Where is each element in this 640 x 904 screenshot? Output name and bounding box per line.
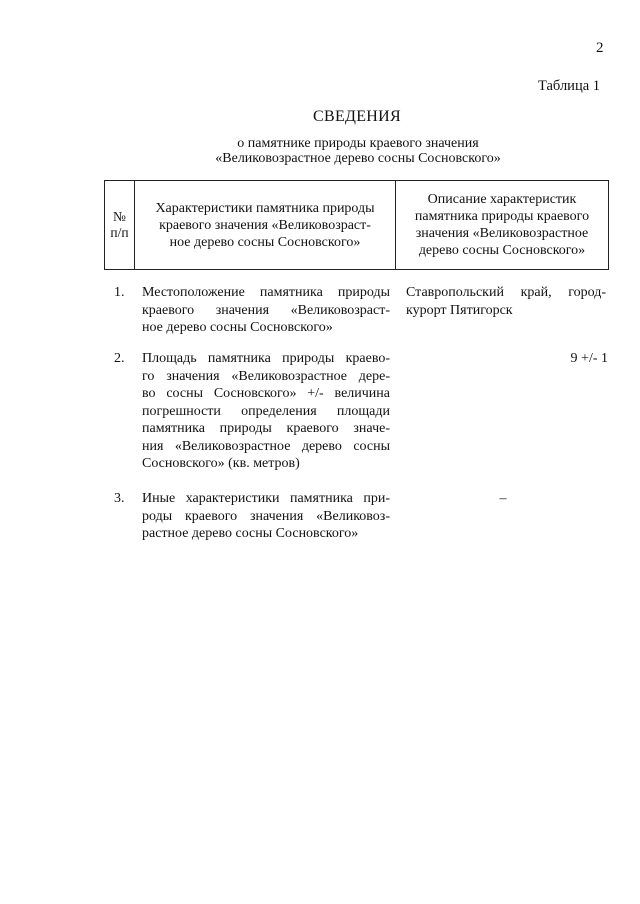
- row-characteristic-line: погрешности определения площади: [142, 403, 390, 419]
- row-value: [406, 284, 606, 319]
- row-number: 2.: [114, 351, 125, 366]
- row-characteristic-line: во сосны Сосновского» +/- величина: [142, 386, 390, 401]
- table-caption: Таблица 1: [538, 78, 601, 94]
- row-characteristic-line: Местоположение памятника природы: [142, 285, 390, 300]
- row-characteristic-line: краевого значения «Великовозраст-: [142, 302, 390, 318]
- header-text: памятника природы краевого: [414, 209, 590, 224]
- table-header: [104, 180, 609, 270]
- row-characteristic-line: растное дерево сосны Сосновского»: [142, 526, 359, 541]
- subtitle-line: «Великовозрастное дерево сосны Сосновского»: [215, 151, 501, 166]
- row-value: –: [499, 491, 507, 506]
- header-text: значения «Великовозрастное: [415, 226, 589, 241]
- page-number: 2: [596, 40, 604, 56]
- header-text: краевого значения «Великовозраст-: [159, 217, 371, 233]
- document-subtitle: [0, 136, 640, 166]
- row-characteristic-line: Иные характеристики памятника при-: [142, 491, 390, 506]
- header-cell-number: [105, 181, 135, 269]
- header-text: Описание характеристик: [427, 192, 577, 207]
- header-cell-characteristics: [135, 181, 396, 269]
- header-text: п/п: [110, 225, 129, 240]
- header-text: ное дерево сосны Сосновского»: [169, 234, 361, 250]
- row-characteristic-line: роды краевого значения «Великовоз-: [142, 508, 390, 524]
- row-characteristic: [142, 284, 390, 337]
- row-characteristic-line: памятника природы краевого значе-: [142, 421, 390, 436]
- row-value-line: курорт Пятигорск: [406, 302, 513, 318]
- row-characteristic-line: ное дерево сосны Сосновского»: [142, 320, 333, 335]
- row-characteristic: [142, 350, 390, 473]
- header-text: дерево сосны Сосновского»: [418, 243, 586, 258]
- row-number: 1.: [114, 285, 125, 300]
- row-characteristic-line: Площадь памятника природы краево-: [142, 351, 390, 366]
- document-title: СВЕДЕНИЯ: [313, 108, 401, 125]
- header-text: Характеристики памятника природы: [155, 200, 375, 216]
- subtitle-line: о памятнике природы краевого значения: [237, 136, 479, 151]
- row-number: 3.: [114, 491, 125, 506]
- row-value-line: Ставропольский край, город-: [406, 285, 606, 300]
- row-characteristic-line: Сосновского» (кв. метров): [142, 456, 300, 471]
- header-cell-description: [396, 181, 608, 269]
- header-text: №: [113, 209, 126, 224]
- row-value: 9 +/- 1: [570, 351, 608, 366]
- row-characteristic-line: го значения «Великовозрастное дере-: [142, 368, 390, 384]
- row-characteristic: [142, 490, 390, 543]
- row-characteristic-line: ния «Великовозрастное дерево сосны: [142, 438, 390, 454]
